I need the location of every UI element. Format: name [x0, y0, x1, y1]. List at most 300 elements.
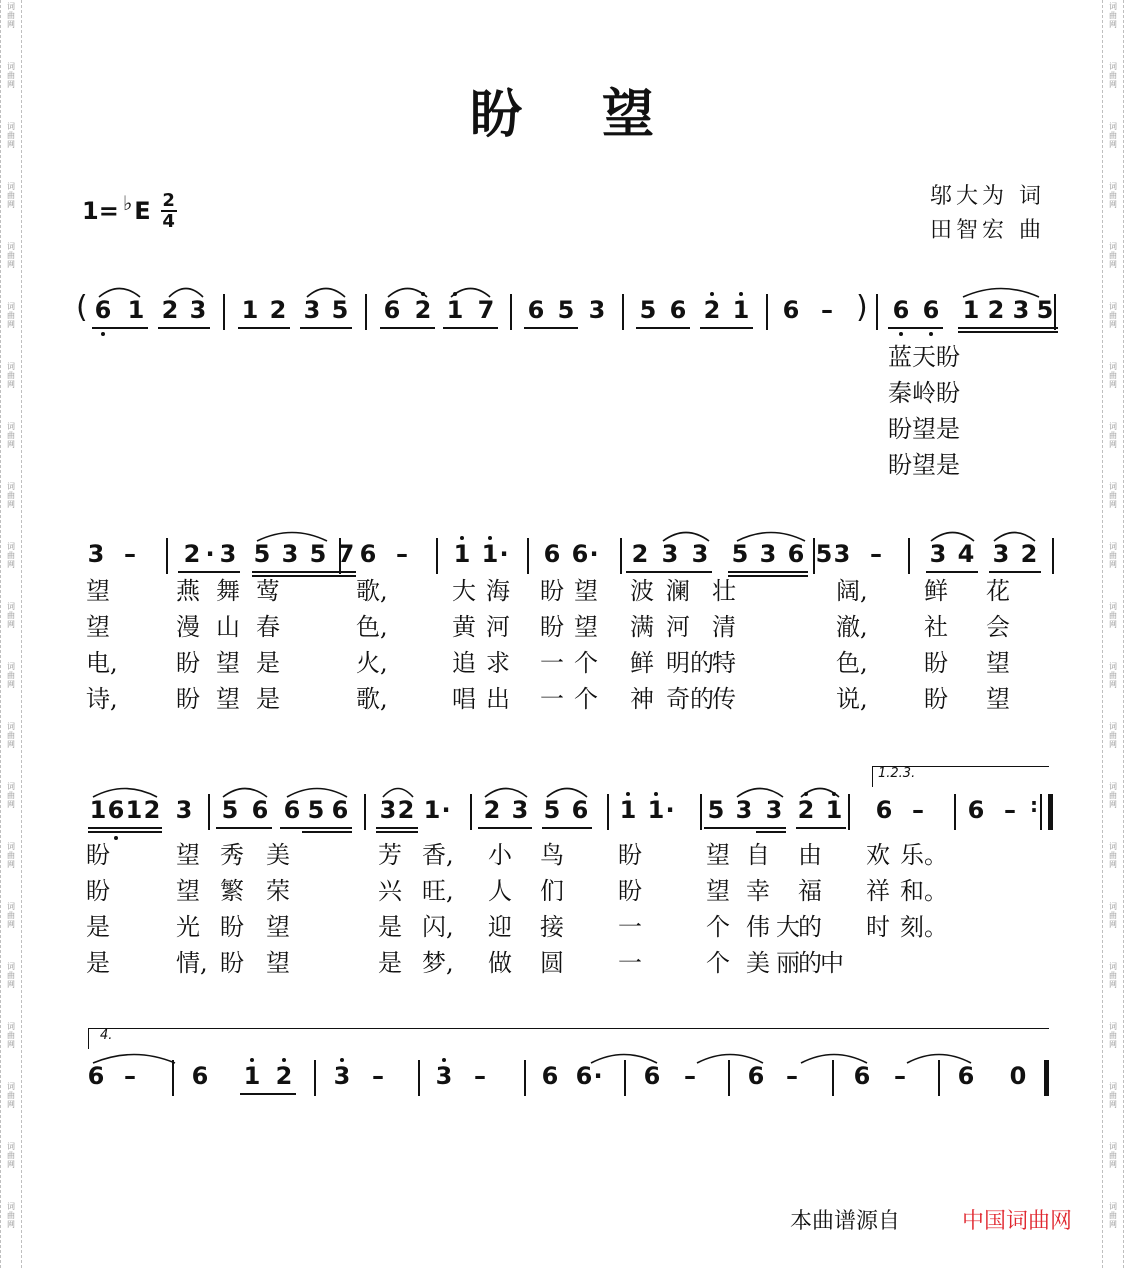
barline [1044, 1060, 1049, 1096]
lyric-syllable: 盼 [86, 841, 110, 869]
note: 6 [787, 540, 805, 568]
lyric-syllable: 迎 [488, 913, 512, 941]
slur [256, 528, 328, 542]
watermark-glyph: 词 [1109, 842, 1117, 851]
slur [92, 784, 158, 798]
lyricist: 邬大为 词 [930, 184, 1045, 209]
lyric-syllable: 是 [256, 649, 280, 677]
note: 3 [189, 296, 207, 324]
watermark-glyph: 网 [1109, 860, 1117, 869]
watermark-glyph: 网 [1109, 20, 1117, 29]
note: 6 [957, 1062, 975, 1090]
watermark-glyph: 曲 [1109, 131, 1117, 140]
watermark-glyph: 词 [7, 182, 15, 191]
note: 3 [759, 540, 777, 568]
lyric-syllable: 望 [266, 949, 290, 977]
note: 6 [527, 296, 545, 324]
watermark-glyph: 网 [7, 140, 15, 149]
lyric-syllable: 一 [618, 949, 642, 977]
note: 6 [191, 1062, 209, 1090]
underline-beam [756, 831, 786, 833]
lyric-syllable: 望 [706, 877, 730, 905]
note: 3 [379, 796, 397, 824]
lyric-syllable: 山 [216, 613, 240, 641]
barline [728, 1060, 730, 1096]
lyric-syllable: 望 [86, 613, 110, 641]
watermark-glyph: 网 [7, 20, 15, 29]
barline [339, 538, 341, 574]
lyric-syllable: 美 [266, 841, 290, 869]
lyric-syllable: 社 [924, 613, 948, 641]
note: · [499, 540, 509, 568]
octave-dot-above [460, 536, 464, 540]
watermark-glyph: 词 [1109, 602, 1117, 611]
watermark-glyph: 曲 [7, 731, 15, 740]
note: 6 [383, 296, 401, 324]
slur [662, 528, 710, 542]
lyric-syllable: 盼 [86, 877, 110, 905]
lyric-syllable: 荣 [266, 877, 290, 905]
octave-dot-above [654, 792, 658, 796]
watermark-glyph: 词 [1109, 1022, 1117, 1031]
watermark-glyph: 词 [1109, 122, 1117, 131]
volta-label-2: 4. [100, 1028, 113, 1043]
watermark-glyph: 网 [1109, 980, 1117, 989]
barline [848, 794, 850, 830]
volta-bracket-2 [88, 1028, 1049, 1049]
lyric-syllable: 传 [712, 685, 736, 713]
watermark-glyph: 曲 [1109, 1211, 1117, 1220]
note: 6 [359, 540, 377, 568]
lyric-syllable: 一 [540, 685, 564, 713]
barline [208, 794, 210, 830]
meter-bottom: 4 [162, 211, 175, 232]
underline-beam [88, 827, 162, 829]
note: 3 [661, 540, 679, 568]
note: 2 [397, 796, 415, 824]
lyric-syllable: 追 [452, 649, 476, 677]
watermark-glyph: 词 [1109, 782, 1117, 791]
underline-beam [728, 571, 808, 573]
note: 6 [94, 296, 112, 324]
lyric-syllable: 们 [540, 877, 564, 905]
slur [696, 1050, 764, 1064]
slur [450, 284, 491, 298]
watermark-glyph: 词 [7, 242, 15, 251]
watermark-glyph: 网 [7, 500, 15, 509]
lyric-syllable: 盼 [176, 685, 200, 713]
barline [954, 794, 956, 830]
octave-dot-above [340, 1058, 344, 1062]
time-signature [161, 192, 177, 230]
note: 1 [647, 796, 665, 824]
underline-beam [92, 327, 148, 329]
lyric-syllable: 个 [706, 913, 730, 941]
note: 1 [446, 296, 464, 324]
lyric-syllable: 是 [86, 949, 110, 977]
slur [962, 284, 1040, 298]
note: 1 [127, 296, 145, 324]
underline-beam [728, 575, 808, 577]
lyric-syllable: 刻。 [900, 913, 948, 941]
note: 6 [892, 296, 910, 324]
watermark-glyph: 曲 [7, 371, 15, 380]
note: 5 [307, 796, 325, 824]
watermark-glyph: 网 [7, 1040, 15, 1049]
lyric-syllable: 梦, [422, 949, 454, 977]
lyric-syllable: 的 [798, 949, 822, 977]
octave-dot-below [899, 332, 903, 336]
open-paren: ( [76, 290, 88, 325]
lyric-syllable: 的 [798, 913, 822, 941]
lyric-syllable: 色, [356, 613, 388, 641]
watermark-glyph: 网 [7, 800, 15, 809]
barline [527, 538, 529, 574]
note: · [205, 540, 215, 568]
barline [314, 1060, 316, 1096]
underline-beam [443, 327, 498, 329]
lyric-syllable: 大 [452, 577, 476, 605]
lyric-syllable: 是 [86, 913, 110, 941]
octave-dot-below [114, 836, 118, 840]
lyric-syllable: 福 [798, 877, 822, 905]
note: 0 [1009, 1062, 1027, 1090]
lyric-syllable: 盼 [220, 949, 244, 977]
note: 3 [929, 540, 947, 568]
underline-beam [238, 327, 290, 329]
note: 2 [703, 296, 721, 324]
watermark-glyph: 曲 [1109, 71, 1117, 80]
underline-beam [626, 571, 712, 573]
note: 2 [483, 796, 501, 824]
watermark-glyph: 网 [7, 620, 15, 629]
underline-beam [524, 327, 578, 329]
lyric-syllable: 歌, [356, 685, 388, 713]
watermark-glyph: 网 [1109, 380, 1117, 389]
watermark-glyph: 词 [7, 602, 15, 611]
note: 3 [1012, 296, 1030, 324]
key-prefix: 1= [82, 197, 119, 225]
lyric-syllable: 个 [574, 649, 598, 677]
watermark-glyph: 网 [1109, 800, 1117, 809]
watermark-glyph: 曲 [1109, 251, 1117, 260]
watermark-glyph: 词 [7, 1022, 15, 1031]
watermark-glyph: 网 [7, 860, 15, 869]
watermark-glyph: 网 [1109, 620, 1117, 629]
note: – [372, 1062, 384, 1090]
lyric-syllable: 清 [712, 613, 736, 641]
lyric-syllable: 一 [618, 913, 642, 941]
song-title: 盼望 [469, 84, 734, 145]
lyric-syllable: 歌, [356, 577, 388, 605]
barline [172, 1060, 174, 1096]
lyric-syllable: 澜 [666, 577, 690, 605]
watermark-glyph: 网 [7, 560, 15, 569]
watermark-glyph: 网 [1109, 560, 1117, 569]
watermark-glyph: 词 [7, 902, 15, 911]
lyric-syllable: 鸟 [540, 841, 564, 869]
watermark-glyph: 网 [1109, 440, 1117, 449]
lyric-syllable: 是 [378, 949, 402, 977]
underline-beam [989, 571, 1041, 573]
barline [813, 538, 815, 574]
lyric-syllable: 望 [706, 841, 730, 869]
note: 6 [251, 796, 269, 824]
underline-beam [796, 827, 846, 829]
note: 6 [922, 296, 940, 324]
lyric-syllable: 唱 [452, 685, 476, 713]
watermark-glyph: 网 [7, 1100, 15, 1109]
note: 3 [691, 540, 709, 568]
barline [1048, 794, 1053, 830]
barline [908, 538, 910, 574]
underline-beam [88, 831, 162, 833]
watermark-glyph: 词 [7, 662, 15, 671]
lyric-syllable: 诗, [86, 685, 118, 713]
lyric-syllable: 个 [574, 685, 598, 713]
lyric-syllable: 黄 [452, 613, 476, 641]
note: 3 [87, 540, 105, 568]
note: 6 [875, 796, 893, 824]
watermark-glyph: 词 [7, 302, 15, 311]
watermark-glyph: 词 [7, 482, 15, 491]
lyric-syllable: 神 [630, 685, 654, 713]
watermark-glyph: 词 [7, 842, 15, 851]
watermark-glyph: 词 [1109, 62, 1117, 71]
lyric-syllable: 望 [216, 649, 240, 677]
watermark-glyph: 网 [1109, 500, 1117, 509]
note: 5 [309, 540, 327, 568]
lyric-syllable: 是 [378, 913, 402, 941]
octave-dot-above [488, 536, 492, 540]
lyric-syllable: 做 [488, 949, 512, 977]
repeat-dots: : [1030, 793, 1038, 817]
watermark-glyph: 曲 [7, 551, 15, 560]
lyric-syllable: 舞 [216, 577, 240, 605]
watermark-glyph: 词 [7, 422, 15, 431]
note: 3 [333, 1062, 351, 1090]
watermark-glyph: 曲 [1109, 191, 1117, 200]
watermark-glyph: 词 [1109, 542, 1117, 551]
note: – [474, 1062, 486, 1090]
note: 6 [853, 1062, 871, 1090]
slur [168, 284, 204, 298]
note: 1 [243, 1062, 261, 1090]
lyric-syllable: 盼 [540, 613, 564, 641]
watermark-glyph: 词 [7, 1202, 15, 1211]
note: 6 [571, 540, 589, 568]
lyric-syllable: 美 [746, 949, 770, 977]
note: 3 [303, 296, 321, 324]
watermark-glyph: 网 [7, 980, 15, 989]
note: – [821, 296, 833, 324]
underline-beam [636, 327, 690, 329]
watermark-glyph: 网 [1109, 1160, 1117, 1169]
note: 2 [987, 296, 1005, 324]
lyric-syllable: 的 [690, 649, 714, 677]
note: – [1004, 796, 1016, 824]
lyric-syllable: 澈, [836, 613, 868, 641]
note: 6 [669, 296, 687, 324]
note: 3 [219, 540, 237, 568]
note: 4 [957, 540, 975, 568]
barline [364, 794, 366, 830]
watermark-glyph: 网 [7, 380, 15, 389]
watermark-glyph: 曲 [1109, 671, 1117, 680]
underline-beam [280, 827, 352, 829]
lyric-syllable: 春 [256, 613, 280, 641]
note: 5 [221, 796, 239, 824]
watermark-glyph: 网 [1109, 920, 1117, 929]
barline [938, 1060, 940, 1096]
slur [590, 1050, 658, 1064]
slur [546, 784, 588, 798]
note: – [124, 1062, 136, 1090]
watermark-glyph: 词 [7, 62, 15, 71]
lyric-syllable: 祥 [866, 877, 890, 905]
lyric-syllable: 出 [486, 685, 510, 713]
note: 6 [541, 1062, 559, 1090]
slur [736, 784, 784, 798]
note: · [593, 1062, 603, 1090]
barline [365, 294, 367, 330]
note: 5 [557, 296, 575, 324]
underline-beam [376, 831, 418, 833]
octave-dot-above [250, 1058, 254, 1062]
lyric-syllable: 香, [422, 841, 454, 869]
lyric-syllable: 中 [820, 949, 844, 977]
watermark-glyph: 曲 [7, 311, 15, 320]
note: 6 [575, 1062, 593, 1090]
watermark-glyph: 曲 [1109, 911, 1117, 920]
barline [620, 538, 622, 574]
lyric-syllable: 圆 [540, 949, 564, 977]
note: 3 [588, 296, 606, 324]
lyric-syllable: 奇 [666, 685, 690, 713]
note: 1 [825, 796, 843, 824]
note: 1 [453, 540, 471, 568]
underline-beam [178, 571, 240, 573]
watermark-glyph: 网 [7, 920, 15, 929]
watermark-glyph: 词 [1109, 1082, 1117, 1091]
lyric-syllable: 个 [706, 949, 730, 977]
barline [622, 294, 624, 330]
lyric-syllable: 漫 [176, 613, 200, 641]
note: 3 [281, 540, 299, 568]
watermark-glyph: 网 [1109, 1040, 1117, 1049]
watermark-glyph: 词 [1109, 662, 1117, 671]
lyric-syllable: 伟 [746, 913, 770, 941]
watermark-glyph: 曲 [7, 11, 15, 20]
lyric-syllable: 大 [776, 913, 800, 941]
lyric-syllable: 望 [574, 613, 598, 641]
slur [286, 784, 348, 798]
lyric-syllable: 时 [866, 913, 890, 941]
lyric-syllable: 旺, [422, 877, 454, 905]
watermark-glyph: 词 [1109, 2, 1117, 11]
watermark-glyph: 网 [7, 440, 15, 449]
lyric-syllable: 燕 [176, 577, 200, 605]
note: 1 [481, 540, 499, 568]
volta-label-1: 1.2.3. [878, 766, 916, 781]
watermark-glyph: 网 [7, 320, 15, 329]
watermark-glyph: 曲 [7, 1211, 15, 1220]
watermark-glyph: 曲 [7, 131, 15, 140]
note: 2 [161, 296, 179, 324]
slur [92, 1050, 176, 1064]
note: 5 [639, 296, 657, 324]
underline-beam [926, 571, 978, 573]
lyric-syllable: 盼 [618, 841, 642, 869]
watermark-glyph: 曲 [7, 1031, 15, 1040]
watermark-glyph: 曲 [1109, 731, 1117, 740]
source-label: 本曲谱源自 [790, 1209, 901, 1234]
underline-beam [252, 571, 356, 573]
underline-beam [888, 327, 943, 329]
lyric-syllable: 幸 [746, 877, 770, 905]
lyric-syllable: 盼 [924, 649, 948, 677]
lyric-syllable: 色, [836, 649, 868, 677]
watermark-glyph: 词 [7, 362, 15, 371]
note: 6 [747, 1062, 765, 1090]
watermark-glyph: 曲 [7, 191, 15, 200]
lyric-syllable: 波 [630, 577, 654, 605]
lyric-syllable: 望 [216, 685, 240, 713]
watermark-glyph: 曲 [7, 791, 15, 800]
lyric-syllable: 望 [86, 577, 110, 605]
watermark-glyph: 曲 [1109, 1151, 1117, 1160]
note: 1 [732, 296, 750, 324]
watermark-glyph: 曲 [7, 911, 15, 920]
watermark-glyph: 词 [7, 722, 15, 731]
underline-beam [302, 831, 352, 833]
watermark-glyph: 曲 [1109, 311, 1117, 320]
source-site-link[interactable]: 中国词曲网 [962, 1209, 1073, 1234]
slur [906, 1050, 972, 1064]
lyric-syllable: 秀 [220, 841, 244, 869]
note: 6 [543, 540, 561, 568]
lyric-syllable: 望 [574, 577, 598, 605]
flat-sign: ♭ [122, 191, 133, 215]
note: 1 [619, 796, 637, 824]
underline-beam [216, 827, 272, 829]
note: 5 [815, 540, 833, 568]
note: 1 [125, 796, 143, 824]
note: · [665, 796, 675, 824]
watermark-glyph: 曲 [7, 431, 15, 440]
lyric-syllable: 鲜 [630, 649, 654, 677]
watermark-glyph: 曲 [1109, 11, 1117, 20]
barline [166, 538, 168, 574]
watermark-glyph: 网 [1109, 740, 1117, 749]
note: 6 [107, 796, 125, 824]
right-watermark-strip [1102, 0, 1124, 1268]
lyric-syllable: 火, [356, 649, 388, 677]
note: – [396, 540, 408, 568]
note: 6 [87, 1062, 105, 1090]
barline [1040, 794, 1042, 830]
note: 2 [414, 296, 432, 324]
note: · [441, 796, 451, 824]
watermark-glyph: 网 [1109, 140, 1117, 149]
lyric-syllable: 芳 [378, 841, 402, 869]
note: 3 [992, 540, 1010, 568]
octave-dot-above [282, 1058, 286, 1062]
credits [930, 180, 1045, 248]
slur [800, 1050, 868, 1064]
underline-beam [542, 827, 592, 829]
watermark-glyph: 网 [1109, 1100, 1117, 1109]
